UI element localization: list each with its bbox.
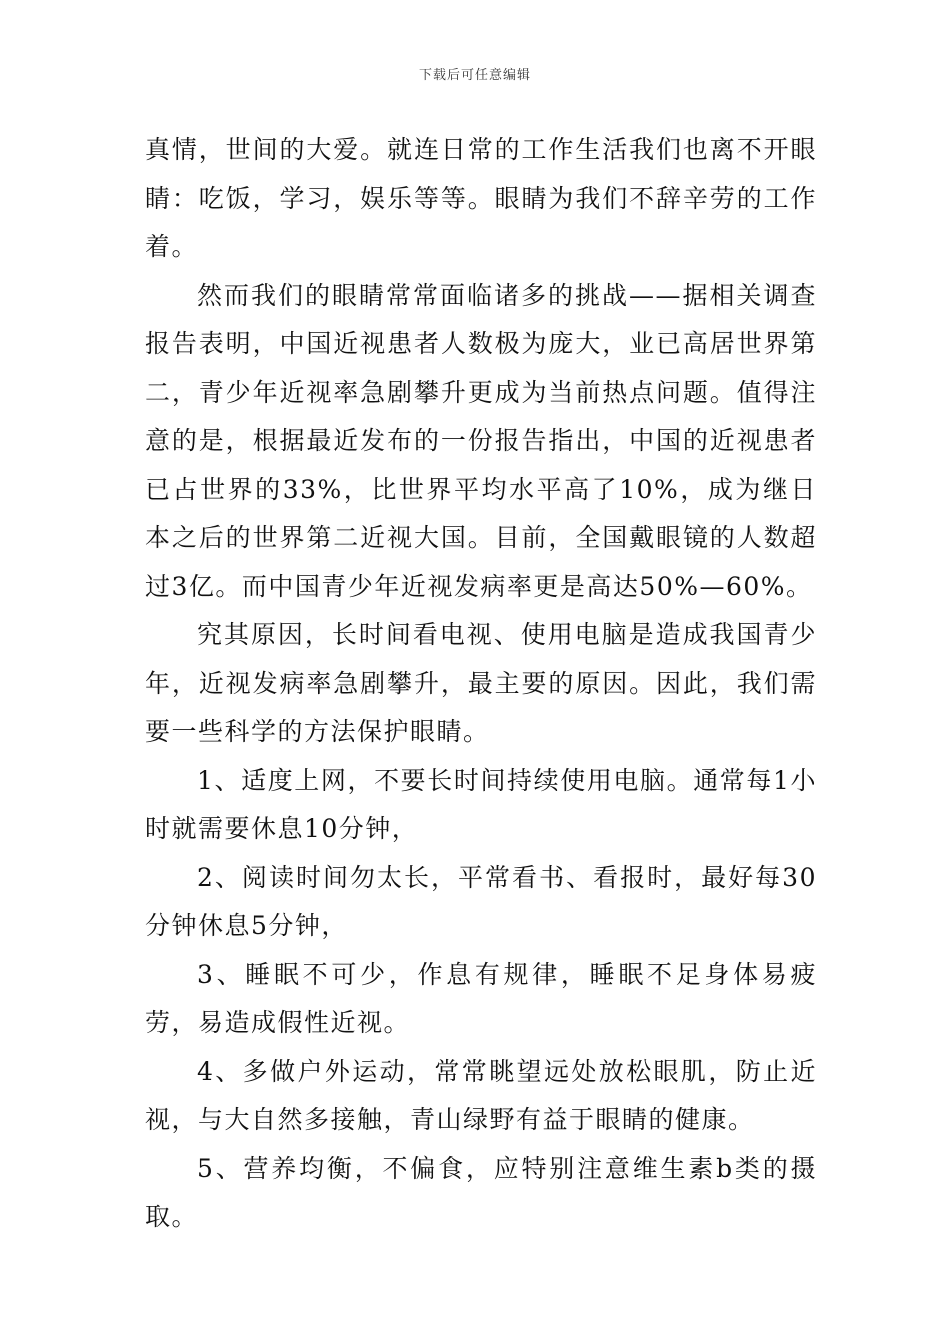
paragraph-challenges: 然而我们的眼睛常常面临诸多的挑战——据相关调查报告表明，中国近视患者人数极为庞大，业已高居世界第二，青少年近视率急剧攀升更成为当前热点问题。值得注意的是，根据最近发布的一份报告指出，中国的近视患者已占世界的33%，比世界平均水平高了10%，成为继日本之后的世界第二近视大国。目前，全国戴眼镜的人数超过3亿。而中国青少年近视发病率更是高达50%—60%。 [145, 280, 817, 601]
list-item-tip-2: 2、阅读时间勿太长，平常看书、看报时，最好每30分钟休息5分钟， [145, 862, 817, 940]
paragraph-causes: 究其原因，长时间看电视、使用电脑是造成我国青少年，近视发病率急剧攀升，最主要的原因。因此，我们需要一些科学的方法保护眼睛。 [145, 620, 817, 746]
header-note: 下载后可任意编辑 [418, 68, 531, 83]
list-item-tip-3: 3、睡眠不可少，作息有规律，睡眠不足身体易疲劳，易造成假性近视。 [145, 959, 817, 1037]
list-item-tip-1: 1、适度上网，不要长时间持续使用电脑。通常每1小时就需要休息10分钟， [145, 765, 817, 843]
list-item-tip-5: 5、营养均衡，不偏食，应特别注意维生素b类的摄取。 [145, 1153, 817, 1231]
list-item-tip-4: 4、多做户外运动，常常眺望远处放松眼肌，防止近视，与大自然多接触，青山绿野有益于眼睛的健康。 [145, 1056, 817, 1134]
paragraph-intro-continuation: 真情，世间的大爱。就连日常的工作生活我们也离不开眼睛：吃饭，学习，娱乐等等。眼睛为我们不辞辛劳的工作着。 [145, 135, 817, 261]
body-text [145, 126, 817, 1242]
